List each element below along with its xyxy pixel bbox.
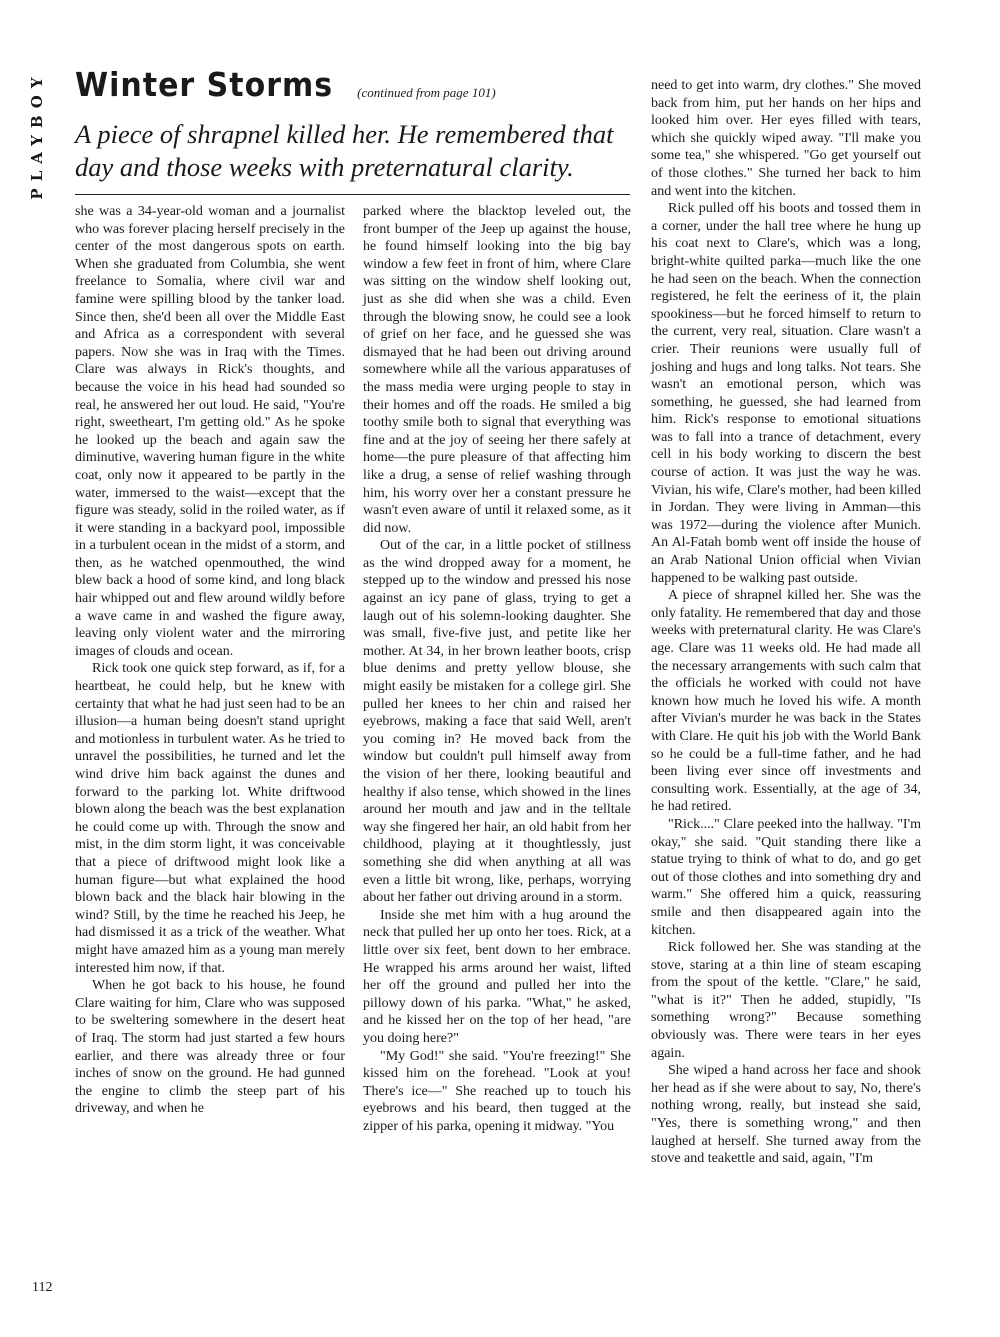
magazine-side-label bbox=[22, 70, 52, 200]
paragraph: Inside she met him with a hug around the neck that pulled her up onto her toes. Rick, at a little over six feet, bent down to her embrace. He wrapped his arms around her waist, lifted her off the ground and pulled her into the pillowy down of his parka. "What," he asked, and he kissed her on the top of her head, "are you doing here?" bbox=[363, 907, 631, 1046]
paragraph: parked where the blacktop leveled out, the front bumper of the Jeep up against the house, he found himself looking into the big bay window a few feet in front of him, where Clare was sitting on the window shelf looking out, just as she did when she was a child. Even through the blowing snow, he could see a look of grief on her face, and he guessed she was dismayed that he had been out driving around somewhere while all the various apparatuses of the mass media were urging people to stay in their homes and off the roads. He smiled a big toothy smile both to signal that everything was fine and at the joy of seeing her there safely at home—the pure pleasure of that affecting him like a drug, a sense of relief washing through him, his worry over her a constant pressure he wasn't even aware of until it relaxed some, as it did now. bbox=[363, 204, 631, 536]
article-title: Winter Storms bbox=[75, 66, 334, 105]
paragraph: She wiped a hand across her face and shook her head as if she were about to say, No, there's nothing wrong, really, but instead she said, "Yes, there is something wrong," and then laughed at herself. She turned away from the stove and teakettle and said, again, "I'm bbox=[651, 1063, 921, 1167]
column-2-body bbox=[363, 203, 631, 1135]
paragraph: "Rick...." Clare peeked into the hallway. "I'm okay," she said. "Quit standing there like a statue trying to think of what to do, and go get out of those clothes and into something dry and warm." She offered him a quick, reassuring smile and then disappeared again into the kitchen. bbox=[651, 816, 921, 938]
paragraph: Rick pulled off his boots and tossed them in a corner, under the hall tree where he hung up his coat next to Clare's, which was a long, bright-white quilted parka—much like the one he had seen on the beach. When the connection registered, he felt the eeriness of it, the plain spookiness—but he forced himself to return to the current, very real, situation. Clare wasn't a crier. Their reunions were usually full of joshing and hugs and long talks. Not tears. She wasn't an emotional person, which was something, he guessed, she had learned from him. Rick's response to emotional situations was to fall into a trance of detachment, every cell in his body working to discern the best course of action. It was just the way he was. Vivian, his wife, Clare's mother, had been killed in Jordan. They were living in Amman—this was 1972—during the violence after Munich. An Al-Fatah bomb went off inside the house of an Arab National Union official when Vivian happened to be walking past outside. bbox=[651, 201, 921, 586]
column-1 bbox=[75, 203, 345, 1118]
continued-note: (continued from page 101) bbox=[357, 85, 496, 100]
article-header bbox=[75, 66, 630, 114]
paragraph: Rick took one quick step forward, as if, for a heartbeat, he could help, but he knew with certainty that what he had just seen had to be an illusion—a human being doesn't stand upright and motionless in turbulent water. As he tried to unravel the possibilities, he turned and let the wind drive him back against the dunes and forward to the parking lot. White driftwood blown along the beach was the best explanation he could come up with. Through the snow and mist, in the dim storm light, it was conceivable that a piece of driftwood might look like a human figure—but what explained the hood blown back and the black hair blowing in the wind? Still, by the time he reached his Jeep, he had dismissed it as a trick of the weather. What might have amazed him as a young man merely interested him now, if that. bbox=[75, 661, 345, 976]
paragraph: "My God!" she said. "You're freezing!" She kissed him on the forehead. "Look at you! There's ice—" She reached up to touch his eyebrows and his beard, then tugged at the zipper of his parka, opening it midway. "You bbox=[363, 1048, 631, 1134]
paragraph: Out of the car, in a little pocket of stillness as the wind dropped away for a moment, he stepped up to the window and pressed his nose against an icy pane of glass, trying to get a laugh out of his solemn-looking daughter. She was small, five-five just, and petite like her mother. At 34, in her brown leather boots, crisp blue denims and pretty yellow blouse, she might easily be mistaken for a college girl. She pulled her knees to her chin and raised her eyebrows, making a face that said Well, aren't you coming in? He moved back from the window but couldn't pull himself away from the vision of her there, looking beautiful and healthy if also tense, which showed in the lines around her mouth and jaw and in the telltale way she fingered her hair, an old habit from her childhood, playing at it thoughtlessly, just something she did when anything at all was even a little bit wrong, like, perhaps, worrying about her father out driving around in a storm. bbox=[363, 538, 631, 906]
page-number: 112 bbox=[32, 1280, 53, 1295]
title-row bbox=[75, 66, 630, 114]
magazine-name: PLAYBOY bbox=[28, 70, 46, 200]
paragraph: A piece of shrapnel killed her. She was the only fatality. He remembered that day and those weeks with preternatural clarity. He was Clare's age. Clare was 11 weeks old. He had made all the necessary arrangements with such calm that the officials he worked with could not have known how much he loved his wife. A month after Vivian's murder he was back in the States with Clare. He quit his job with the World Bank so he could be a full-time father, and he had been living ever since off investments and consulting work. Essentially, at the age of 34, he had retired. bbox=[651, 588, 921, 815]
paragraph: she was a 34-year-old woman and a journalist who was forever placing herself precisely in the center of the most dangerous spots on earth. When she graduated from Columbia, she went freelance to Somalia, where civil war and famine were spilling blood by the tanker load. Since then, she'd been all over the Middle East and Africa as a correspondent with several papers. Now she was in Iraq with the Times. Clare was always in Rick's thoughts, and because the voice in his head had sounded so real, he answered her out loud. He said, "You're right, sweetheart, I'm getting old." As he spoke he looked up the beach and again saw the diminutive, wavering human figure in the white coat, only now it appeared to be partly in the water, immersed to the waist—except that the figure was steady, solid in the roiled water, as if it were standing in a backyard pool, impossible in a turbulent ocean in the midst of a storm, and then, as he watched openmouthed, the wind blew back a hood of some kind, and long black hair whipped out and flew around wildly before a wave came in and washed the figure away, leaving only violent water and the mirroring images of clouds and ocean. bbox=[75, 204, 345, 659]
header-rule bbox=[75, 194, 630, 195]
article-deck: A piece of shrapnel killed her. He remembered that day and those weeks with preternatural clarity. bbox=[75, 119, 614, 182]
paragraph: Rick followed her. She was standing at the stove, staring at a thin line of steam escaping from the spout of the kettle. "Clare," he said, "what is it?" Then he added, stupidly, "Is something wrong?" Because something obviously was. There were tears in her eyes again. bbox=[651, 940, 921, 1061]
column-3 bbox=[651, 77, 921, 1168]
paragraph: need to get into warm, dry clothes." She moved back from him, put her hands on her hips and looked him over. Her eyes filled with tears, which she quickly wiped away. "I'll make you some tea," she whispered. "Go get yourself out of those clothes." She turned her back to him and went into the kitchen. bbox=[651, 78, 921, 199]
paragraph: When he got back to his house, he found Clare waiting for him, Clare who was supposed to be sweltering somewhere in the desert heat of Iraq. The storm had just started a few hours earlier, and there was already three or four inches of snow on the ground. He had gunned the engine to climb the steep part of his driveway, and when he bbox=[75, 978, 345, 1117]
